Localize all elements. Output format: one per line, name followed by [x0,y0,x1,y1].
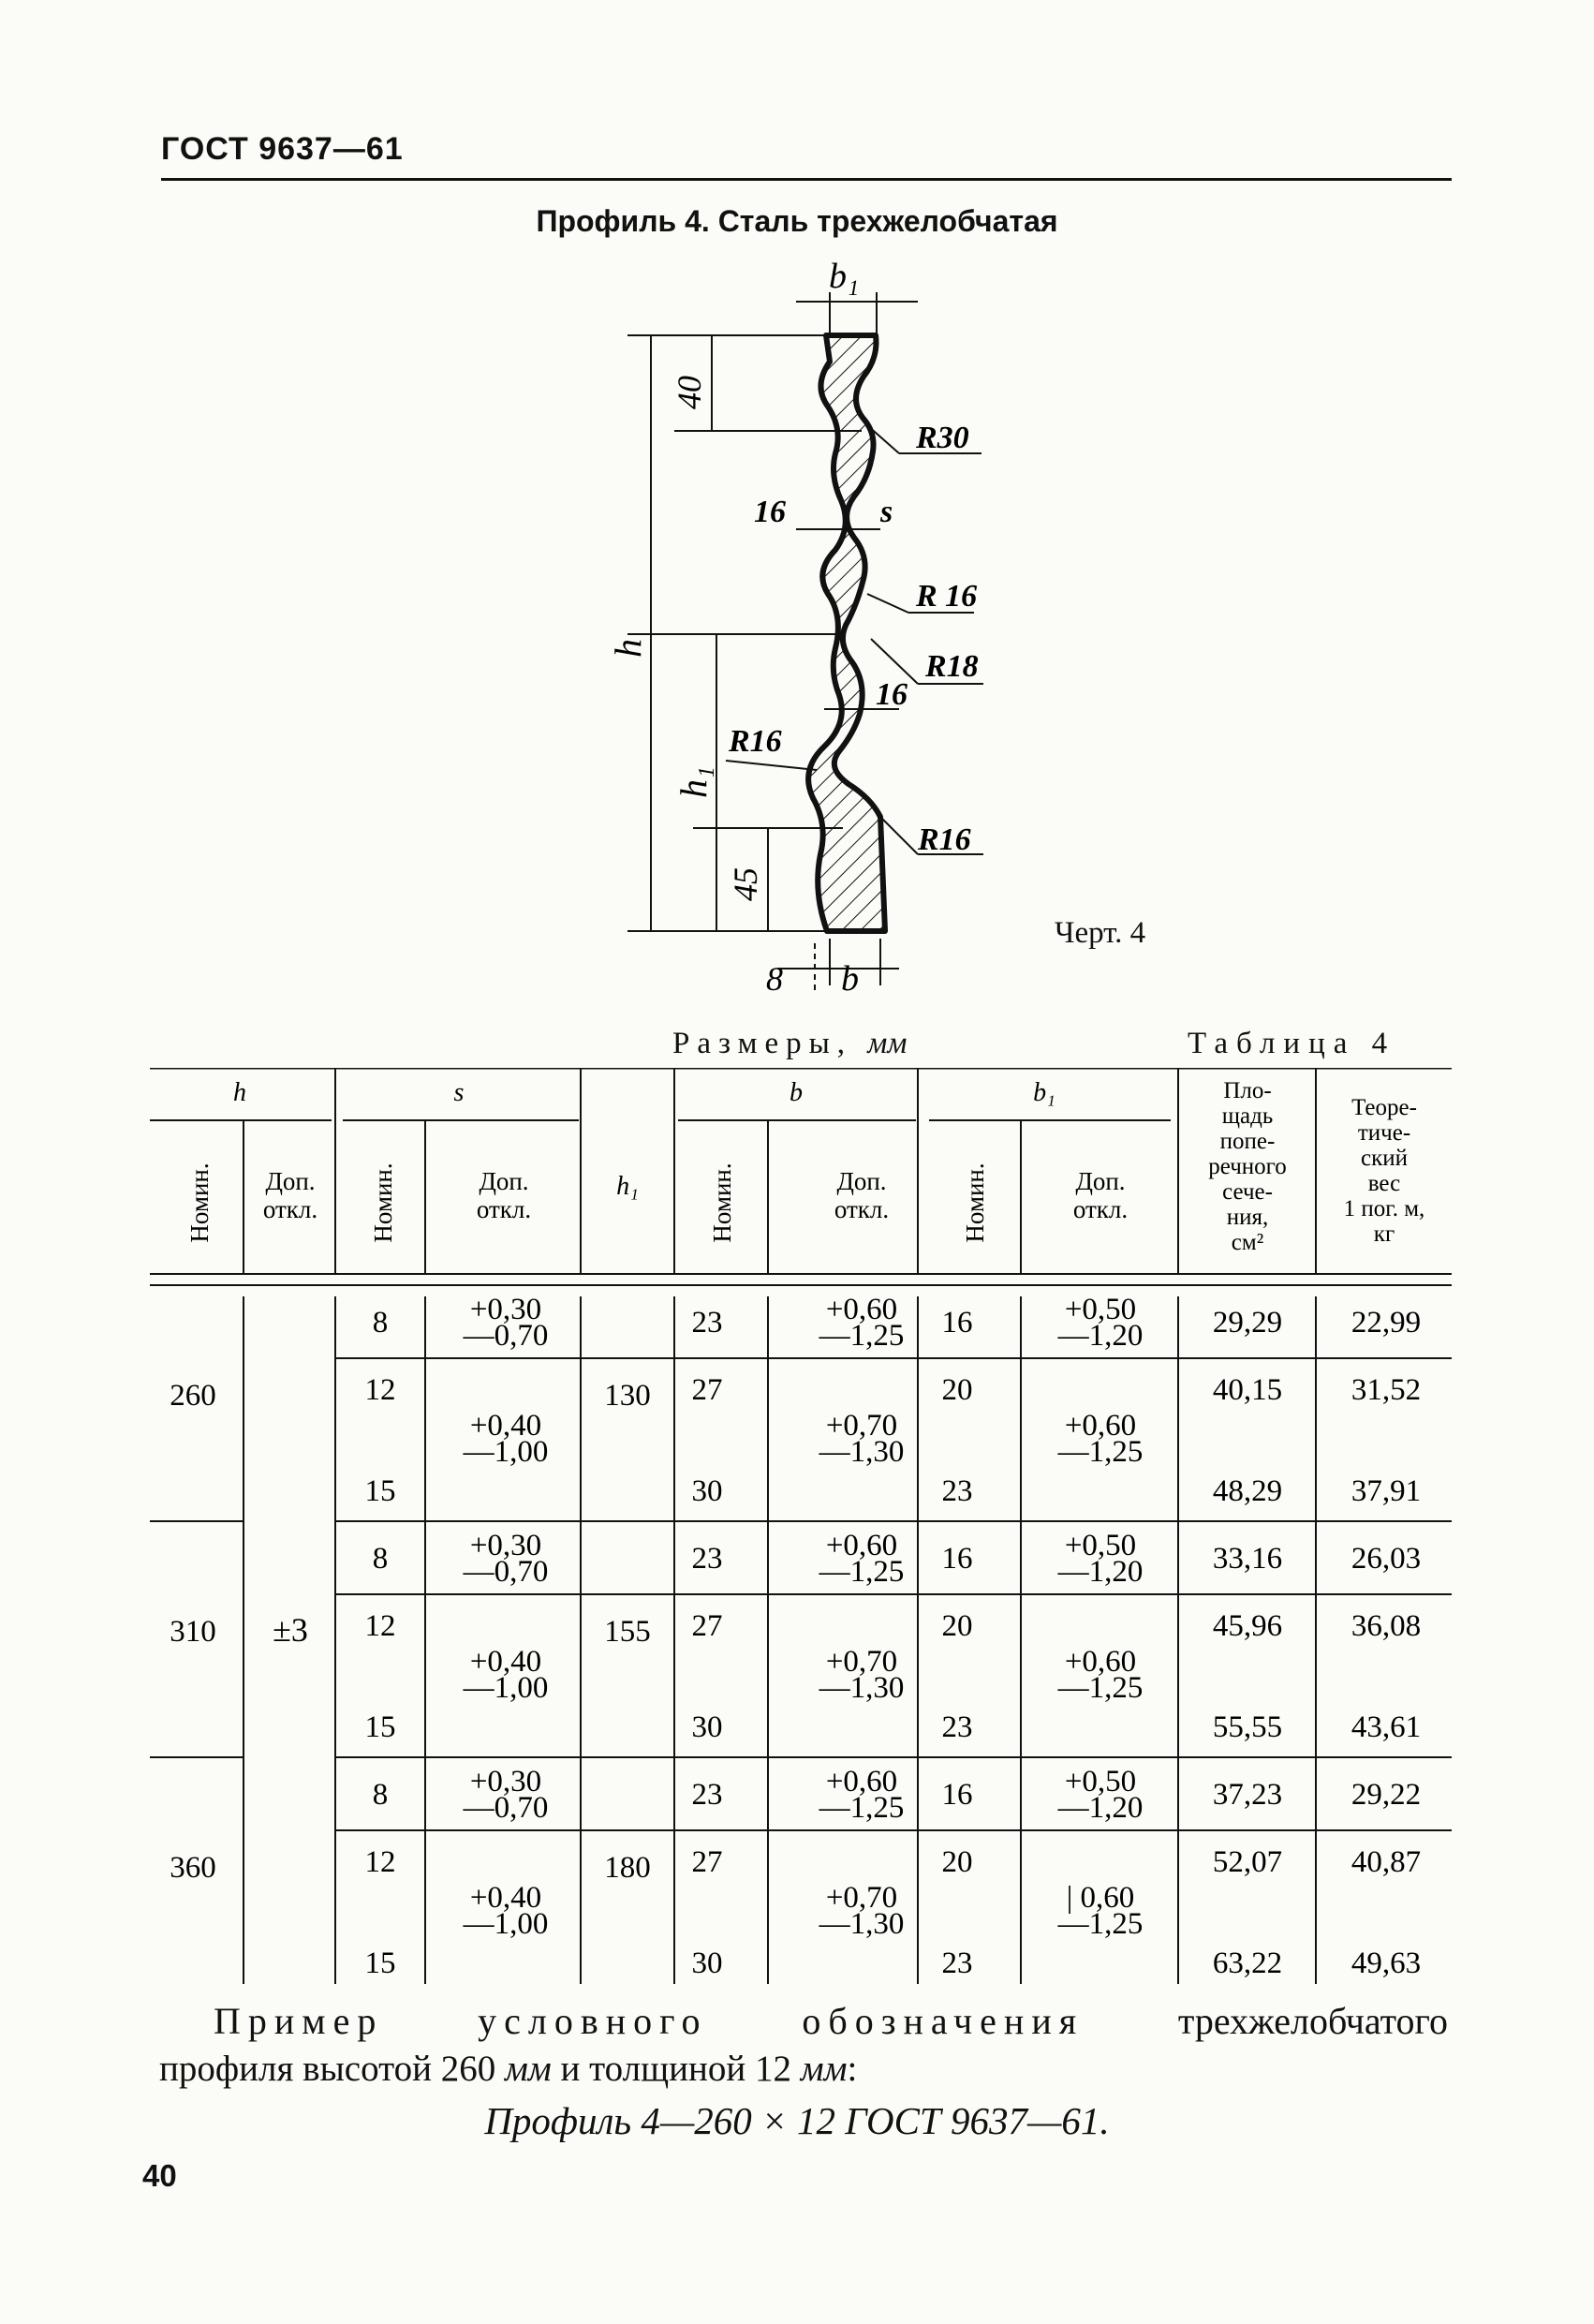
dim-16-lower-label: 16 [876,677,908,712]
s-label: s [880,495,893,529]
header-weight: ский [1361,1146,1408,1171]
cell-b: 23 [691,1778,723,1812]
cell-area: 37,23 [1212,1778,1283,1812]
h-label: h [607,639,649,658]
cell-s-dev: —0,70 [463,1791,549,1825]
cell-area: 63,22 [1212,1947,1283,1980]
example-text-a: профиля высотой 260 [159,2049,505,2089]
profile-caption: Профиль 4. Сталь трехжелобчатая [536,204,1058,238]
cell-weight: 43,61 [1350,1710,1422,1744]
header-s: s [453,1078,465,1107]
cell-b1: 20 [941,1845,973,1879]
example-word-3: обозначения [802,2000,1085,2042]
cell-s: 8 [372,1778,389,1812]
dim-8-label: 8 [766,960,783,998]
cell-b-dev: —1,30 [819,1907,905,1941]
cell-weight: 37,91 [1350,1474,1422,1508]
cell-s-dev: +0,40 [469,1409,542,1443]
cell-b1: 20 [941,1609,973,1643]
cell-b: 27 [691,1609,723,1643]
cell-b-dev: +0,70 [825,1409,898,1443]
cell-b-dev: —1,30 [819,1671,905,1705]
cell-b1: 16 [941,1542,973,1576]
cell-s-dev: —0,70 [463,1319,549,1353]
cell-s-dev: +0,30 [469,1529,542,1562]
table-number: Таблица 4 [1188,1027,1396,1060]
page-number: 40 [142,2158,177,2193]
header-dev: откл. [262,1195,318,1223]
cell-weight: 26,03 [1350,1542,1422,1576]
cell-s: 15 [364,1474,396,1508]
b1-label: b₁ [829,257,860,296]
cell-b1-dev: —1,25 [1057,1907,1144,1941]
header-weight: 1 пог. м, [1343,1196,1425,1221]
header-area: речного [1208,1154,1287,1179]
cell-b: 23 [691,1306,723,1340]
cell-b1-dev: —1,25 [1057,1435,1144,1469]
header-area: попе- [1219,1129,1276,1154]
cell-b: 23 [691,1542,723,1576]
cell-area: 45,96 [1212,1609,1283,1643]
cell-b: 30 [691,1947,723,1980]
example-word-4: трехжелобчатого [1177,2000,1448,2042]
cell-area: 29,29 [1212,1306,1283,1340]
cell-area: 52,07 [1212,1845,1283,1879]
example-unit-a: мм [504,2049,552,2089]
cell-s-dev: +0,30 [469,1293,542,1326]
cell-s: 8 [372,1542,389,1576]
example-designation: Профиль 4—260 × 12 ГОСТ 9637—61. [484,2099,1110,2142]
r16-bottom-label: R16 [918,822,971,857]
cell-weight: 31,52 [1350,1373,1422,1407]
cell-b1: 23 [941,1710,973,1744]
header-weight: вес [1367,1171,1401,1196]
example-line-1 [214,1999,1448,2043]
cell-weight: 40,87 [1350,1845,1422,1879]
cell-b1: 20 [941,1373,973,1407]
cell-b1: 23 [941,1474,973,1508]
cell-h: 360 [170,1851,216,1885]
header-nom: Номин. [369,1162,397,1243]
example-word-2: условного [478,2000,708,2042]
r30-label: R30 [916,421,969,455]
cell-s-dev: +0,40 [469,1645,542,1679]
drawing-label: Черт. 4 [1055,916,1146,950]
header-b: b [790,1078,803,1107]
cell-h-tolerance: ±3 [273,1611,308,1649]
cell-s: 12 [364,1845,396,1879]
header-dev: Доп. [1075,1167,1126,1195]
header-area: ния, [1226,1205,1269,1230]
dim-16-top-label: 16 [754,495,786,529]
example-word-1: Пример [214,2000,384,2042]
cell-s-dev: —1,00 [463,1671,549,1705]
cell-s: 8 [372,1306,389,1340]
cell-s: 15 [364,1947,396,1980]
cell-b-dev: +0,60 [825,1293,898,1326]
header-area: сече- [1222,1179,1273,1205]
cell-b1-dev: +0,60 [1064,1645,1137,1679]
cell-area: 40,15 [1212,1373,1283,1407]
header-weight: кг [1373,1221,1395,1247]
cell-s-dev: —1,00 [463,1435,549,1469]
cell-weight: 29,22 [1350,1778,1422,1812]
cell-b-dev: +0,70 [825,1881,898,1915]
cell-b1: 16 [941,1306,973,1340]
cell-s-dev: —1,00 [463,1907,549,1941]
header-dev: Доп. [479,1167,529,1195]
cell-weight: 49,63 [1350,1947,1422,1980]
cell-h: 260 [170,1379,216,1413]
document-code: ГОСТ 9637—61 [161,131,404,167]
header-dev: Доп. [265,1167,316,1195]
sizes-caption [672,1027,907,1061]
sizes-label: Размеры, [672,1027,853,1060]
cell-b-dev: —1,30 [819,1435,905,1469]
cell-b: 27 [691,1373,723,1407]
dim-40-label: 40 [671,376,708,409]
cell-b-dev: +0,60 [825,1529,898,1562]
example-unit-b: мм [800,2049,848,2089]
cell-b-dev: —1,25 [819,1319,905,1353]
sizes-unit: мм [867,1027,908,1060]
header-nom: Номин. [708,1162,736,1243]
header-area: Пло- [1223,1078,1272,1103]
example-text-b: и толщиной 12 [551,2049,801,2089]
cell-b1-dev: +0,50 [1064,1529,1137,1562]
cell-s-dev: +0,30 [469,1765,542,1799]
example-text-c: : [847,2049,858,2089]
cell-area: 48,29 [1212,1474,1283,1508]
r16-left-label: R16 [729,724,782,759]
header-area: щадь [1221,1103,1274,1129]
cell-b-dev: —1,25 [819,1791,905,1825]
header-rule [161,178,1452,181]
cell-s: 12 [364,1373,396,1407]
cell-b1-dev: —1,25 [1057,1671,1144,1705]
cell-area: 55,55 [1212,1710,1283,1744]
header-weight: тиче- [1357,1120,1411,1146]
cell-b-dev: +0,70 [825,1645,898,1679]
cell-s: 15 [364,1710,396,1744]
cell-b1-dev: +0,50 [1064,1765,1137,1799]
cell-s-dev: —0,70 [463,1555,549,1589]
cell-b: 27 [691,1845,723,1879]
cell-h: 310 [170,1615,216,1649]
cell-b: 30 [691,1710,723,1744]
header-dev: откл. [1072,1195,1129,1223]
cell-b1-dev: +0,50 [1064,1293,1137,1326]
header-h: h [233,1078,246,1107]
header-area: см² [1231,1230,1264,1255]
cell-b-dev: +0,60 [825,1765,898,1799]
cell-b-dev: —1,25 [819,1555,905,1589]
header-dev: откл. [834,1195,890,1223]
header-h1: h₁ [616,1172,639,1201]
cell-h1: 130 [604,1379,651,1413]
cell-b1: 16 [941,1778,973,1812]
b-label: b [841,959,859,999]
cell-weight: 22,99 [1350,1306,1422,1340]
cell-b1-dev: +0,60 [1064,1409,1137,1443]
dim-45-label: 45 [727,867,764,901]
r18-label: R18 [925,649,979,684]
cell-s: 12 [364,1609,396,1643]
header-dev: Доп. [836,1167,887,1195]
h1-label: h₁ [672,766,715,798]
dimensions-table [150,1068,1452,1995]
cell-b1-dev: —1,20 [1057,1791,1144,1825]
profile-drawing [562,245,1011,1023]
cell-weight: 36,08 [1350,1609,1422,1643]
header-dev: откл. [476,1195,532,1223]
example-line-2 [159,2048,857,2090]
r16-upper-label: R 16 [916,579,978,614]
header-weight: Теоре- [1351,1095,1417,1120]
cell-b1-dev: | 0,60 [1066,1881,1135,1915]
cell-b1-dev: —1,20 [1057,1319,1144,1353]
cell-b1: 23 [941,1947,973,1980]
cell-h1: 155 [604,1615,651,1649]
cell-b1-dev: —1,20 [1057,1555,1144,1589]
cell-h1: 180 [604,1851,651,1885]
cell-b: 30 [691,1474,723,1508]
header-b1: b₁ [1033,1078,1055,1107]
cell-s-dev: +0,40 [469,1881,542,1915]
cell-area: 33,16 [1212,1542,1283,1576]
header-nom: Номин. [185,1162,214,1243]
header-nom: Номин. [961,1162,989,1243]
